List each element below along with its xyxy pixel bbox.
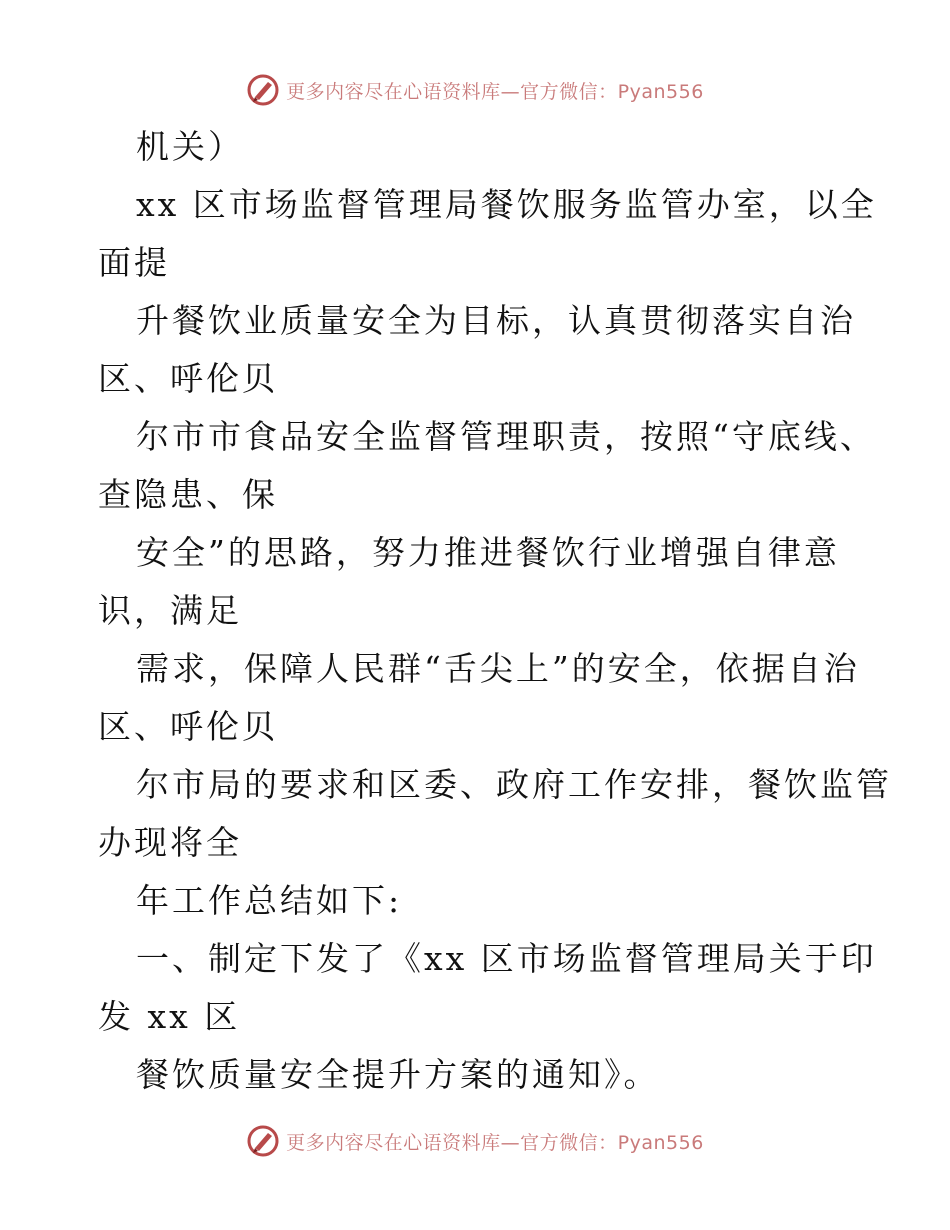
body-text-line: 餐饮质量安全提升方案的通知》。 (136, 1055, 660, 1094)
body-text-line: 机关） (136, 127, 244, 166)
body-text-line: 尔市局的要求和区委、政府工作安排，餐饮监管 (136, 765, 892, 804)
footer-watermark-text: 更多内容尽在心语资料库—官方微信：Pyan556 (286, 1131, 704, 1154)
body-text-line: 尔市市食品安全监督管理职责，按照“守底线、 (136, 417, 876, 456)
pen-logo-icon (246, 73, 280, 107)
document-body (98, 118, 892, 1104)
body-text-line: 区、呼伦贝 (98, 359, 278, 398)
footer-watermark-banner (0, 1121, 950, 1161)
header-watermark-text: 更多内容尽在心语资料库—官方微信：Pyan556 (286, 80, 704, 103)
body-text-line: 区、呼伦贝 (98, 707, 278, 746)
body-text-line: 升餐饮业质量安全为目标，认真贯彻落实自治 (136, 301, 856, 340)
body-text-line: 发 xx 区 (98, 997, 241, 1036)
body-text-line: 一、制定下发了《xx 区市场监督管理局关于印 (136, 939, 877, 978)
body-text-line: 面提 (98, 243, 170, 282)
header-watermark-banner (0, 70, 950, 110)
body-text-line: 年工作总结如下: (136, 881, 403, 920)
pen-logo-icon (246, 1124, 280, 1158)
body-text-line: 查隐患、保 (98, 475, 278, 514)
body-text-line: 识，满足 (98, 591, 242, 630)
body-text-line: xx 区市场监督管理局餐饮服务监管办室，以全 (136, 185, 877, 224)
body-text-line: 办现将全 (98, 823, 242, 862)
body-text-line: 需求，保障人民群“舌尖上”的安全，依据自治 (136, 649, 860, 688)
body-text-line: 安全”的思路，努力推进餐饮行业增强自律意 (136, 533, 840, 572)
